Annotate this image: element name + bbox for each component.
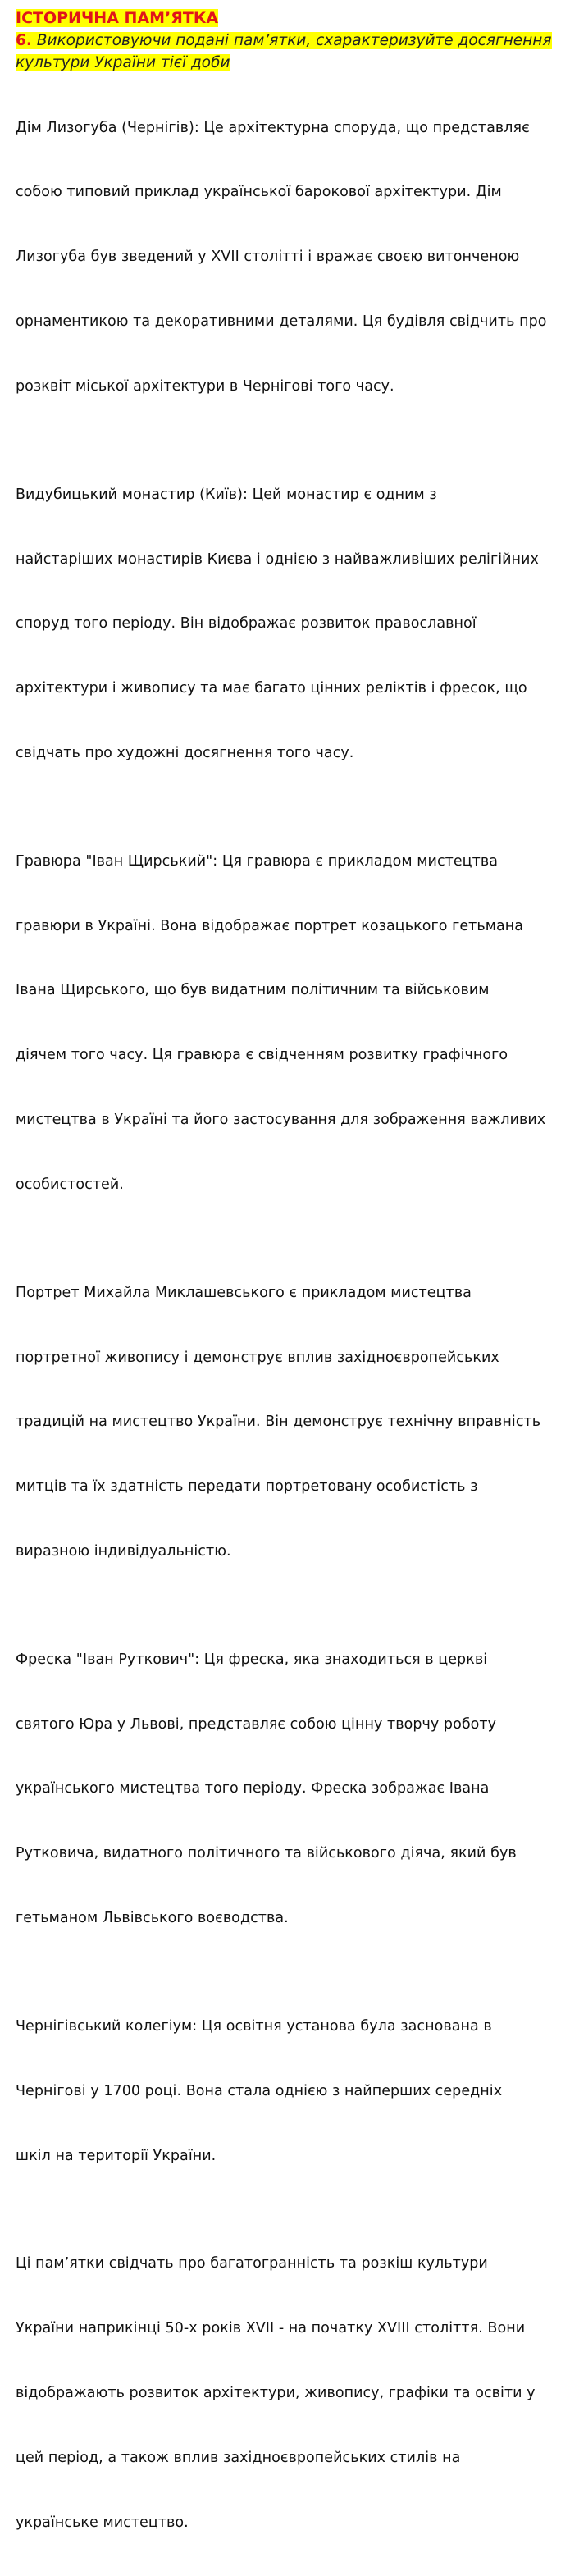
answer-text	[16, 74, 560, 2576]
text-line: свідчать про художні досягнення того часу.	[16, 745, 354, 762]
task-number: 6.	[16, 32, 32, 49]
heading-highlight: ІСТОРИЧНА ПАМ’ЯТКА	[16, 9, 219, 27]
paragraph-fresco-rutkovych	[16, 1605, 560, 1972]
paragraph-engraving-shchyrsky	[16, 807, 560, 1239]
text-line: гетьманом Львівського воєводства.	[16, 1910, 289, 1927]
text-line: Івана Щирського, що був видатним політичним та військовим	[16, 982, 490, 999]
text-line: традицій на мистецтво України. Він демонструє технічну вправність	[16, 1414, 541, 1431]
text-line: розквіт міської архітектури в Чернігові того часу.	[16, 378, 394, 395]
paragraph-conclusion	[16, 2209, 560, 2576]
paragraph-portrait-myklashevsky	[16, 1239, 560, 1605]
paragraph-vydubychi-monastery	[16, 441, 560, 807]
text-line: українського мистецтва того періоду. Фреска зображає Івана	[16, 1780, 490, 1797]
task-text-line: Використовуючи подані пам’ятки, схарактеризуйте досягнення	[31, 32, 552, 49]
text-line: особистостей.	[16, 1176, 124, 1194]
text-line: Видубицький монастир (Київ): Цей монастир є одним з	[16, 486, 437, 503]
text-line: Чернігові у 1700 році. Вона стала однією з найперших середніх	[16, 2082, 503, 2099]
text-line: Дім Лизогуба (Чернігів): Це архітектурна споруда, що представляє	[16, 119, 530, 136]
text-line: гравюри в Україні. Вона відображає портрет козацького гетьмана	[16, 917, 524, 934]
text-line: мистецтва в Україні та його застосування для зображення важливих	[16, 1112, 546, 1129]
text-line: шкіл на території України.	[16, 2147, 217, 2164]
text-line: українське мистецтво.	[16, 2514, 189, 2531]
text-line: Лизогуба був зведений у XVII столітті і вражає своєю витонченою	[16, 249, 520, 266]
paragraph-chernihiv-collegium	[16, 1972, 560, 2209]
task-prompt	[16, 30, 560, 74]
text-line: святого Юра у Львові, представляє собою цінну творчу роботу	[16, 1715, 497, 1733]
document-body	[16, 7, 560, 2576]
text-line: діячем того часу. Ця гравюра є свідченням розвитку графічного	[16, 1047, 508, 1064]
text-line: портретної живопису і демонструє вплив західноєвропейських	[16, 1349, 499, 1366]
text-line: Ці пам’ятки свідчать про багатогранність та розкіш культури	[16, 2254, 488, 2272]
text-line: виразною індивідуальністю.	[16, 1543, 231, 1560]
text-line: орнаментикою та декоративними деталями. Ця будівля свідчить про	[16, 313, 547, 331]
text-line: Рутковича, видатного політичного та військового діяча, який був	[16, 1845, 517, 1862]
text-line: цей період, а також вплив західноєвропейських стилів на	[16, 2449, 461, 2466]
text-line: собою типовий приклад української барокової архітектури. Дім	[16, 184, 502, 201]
task-text-line: культури України тієї доби	[16, 54, 230, 71]
text-line: Фреска "Іван Руткович": Ця фреска, яка знаходиться в церкві	[16, 1651, 488, 1668]
text-line: архітектури і живопису та має багато цінних реліктів і фресок, що	[16, 680, 527, 697]
text-line: споруд того періоду. Він відображає розвиток православної	[16, 615, 477, 633]
document-heading	[16, 7, 560, 30]
text-line: Чернігівський колегіум: Ця освітня установа була заснована в	[16, 2017, 492, 2035]
paragraph-lyzohub-house	[16, 74, 560, 441]
text-line: відображають розвиток архітектури, живопису, графіки та освіти у	[16, 2384, 536, 2401]
text-line: України наприкінці 50-х років XVII - на початку XVIII століття. Вони	[16, 2319, 526, 2336]
text-line: Портрет Михайла Миклашевського є прикладом мистецтва	[16, 1284, 472, 1301]
text-line: найстаріших монастирів Києва і однією з найважливіших релігійних	[16, 550, 539, 568]
text-line: митців та їх здатність передати портретовану особистість з	[16, 1478, 478, 1496]
text-line: Гравюра "Іван Щирський": Ця гравюра є прикладом мистецтва	[16, 852, 499, 870]
